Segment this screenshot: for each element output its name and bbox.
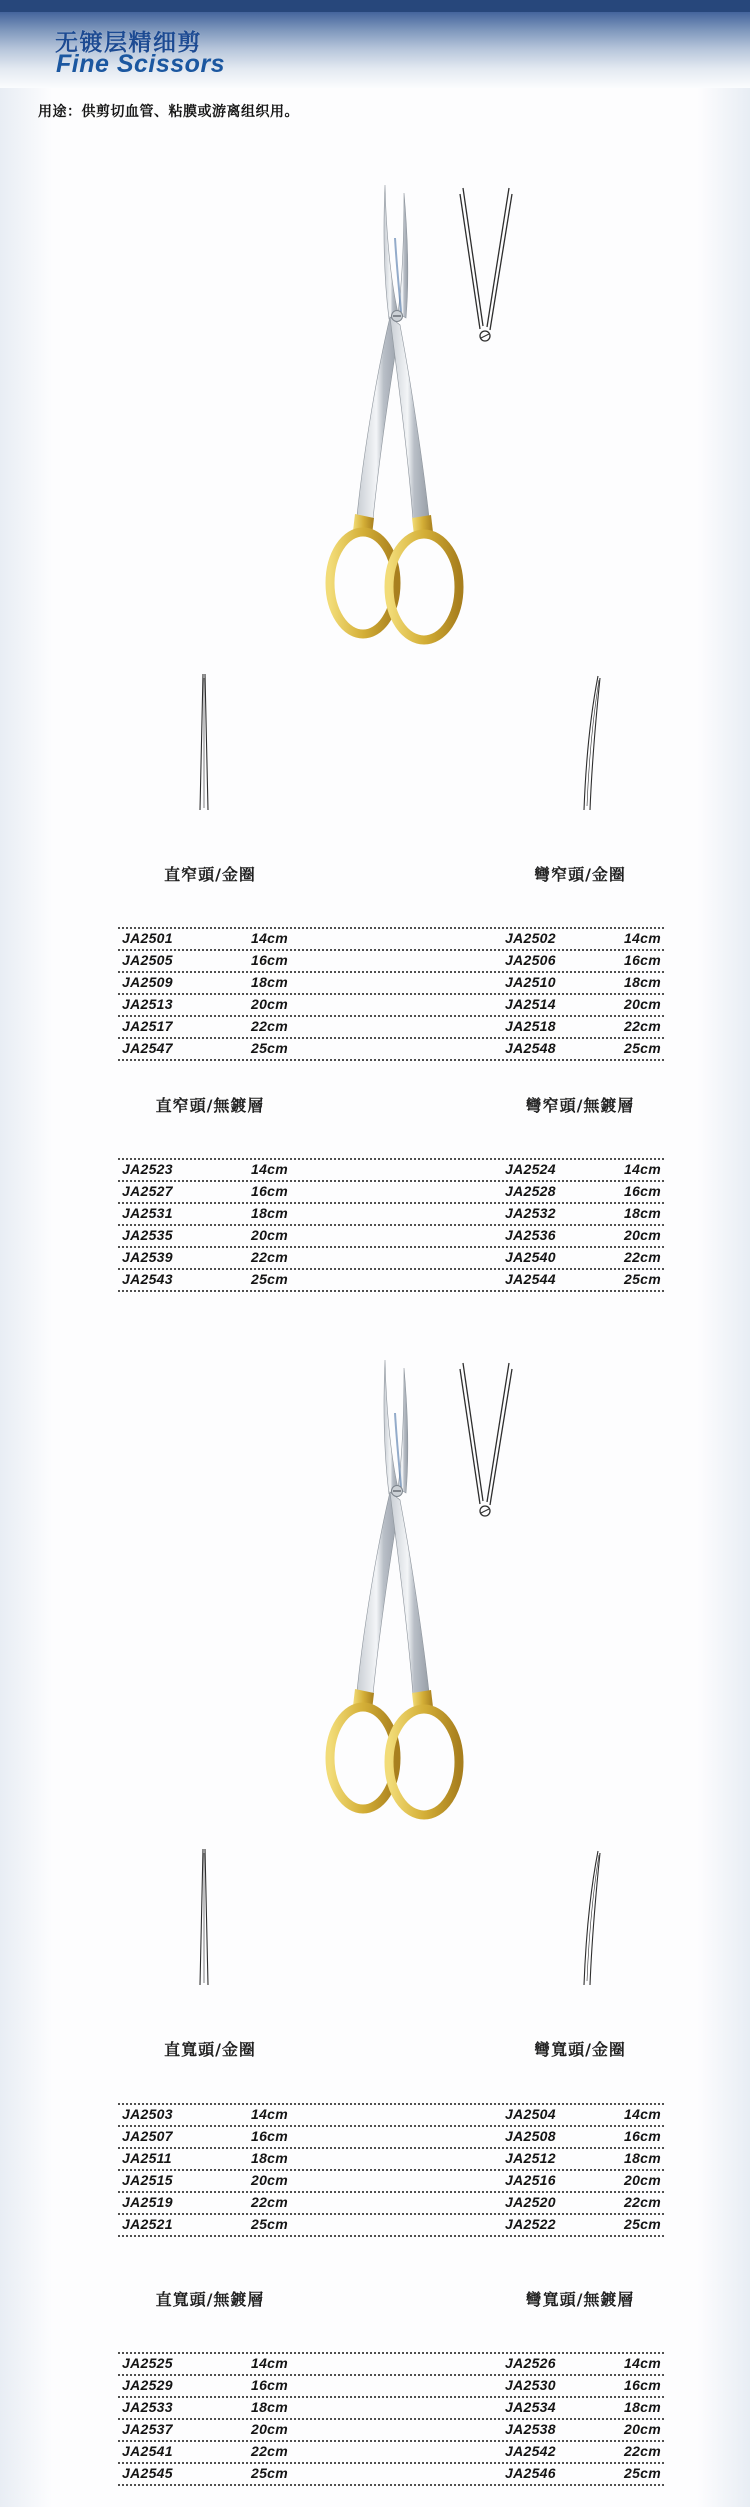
product-code: JA2507: [122, 2128, 173, 2144]
product-size: 14cm: [623, 930, 661, 946]
table-row: [118, 1202, 664, 1224]
product-code: JA2537: [122, 2421, 173, 2437]
product-size: 20cm: [250, 2172, 288, 2188]
product-size: 20cm: [250, 2421, 288, 2437]
product-code: JA2503: [122, 2106, 173, 2122]
product-size: 16cm: [250, 952, 288, 968]
product-code: JA2506: [505, 952, 556, 968]
table-caption-curved-wide-uncoated: 彎寬頭/無鍍層: [525, 2290, 635, 2309]
product-code: JA2508: [505, 2128, 556, 2144]
product-size: 20cm: [623, 2421, 661, 2437]
product-code: JA2516: [505, 2172, 556, 2188]
product-code: JA2519: [122, 2194, 173, 2210]
table-row: [118, 2125, 664, 2147]
table-row: [118, 2147, 664, 2169]
product-code: JA2543: [122, 1271, 173, 1287]
product-size: 16cm: [250, 2128, 288, 2144]
product-table-narrow-uncoated: [118, 1158, 664, 1292]
product-size: 25cm: [250, 2465, 288, 2481]
product-code: JA2546: [505, 2465, 556, 2481]
product-code: JA2539: [122, 1249, 173, 1265]
open-scissor-tips-drawing-icon: [458, 186, 514, 346]
table-row: [118, 2440, 664, 2462]
table-row: [118, 971, 664, 993]
product-size: 16cm: [623, 2128, 661, 2144]
product-code: JA2512: [505, 2150, 556, 2166]
table-row: [118, 1224, 664, 1246]
product-size: 14cm: [623, 2355, 661, 2371]
table-row: [118, 1158, 664, 1180]
product-code: JA2538: [505, 2421, 556, 2437]
table-row: [118, 949, 664, 971]
product-code: JA2502: [505, 930, 556, 946]
product-size: 18cm: [623, 2399, 661, 2415]
table-row: [118, 2462, 664, 2484]
product-size: 22cm: [623, 2194, 661, 2210]
product-code: JA2531: [122, 1205, 173, 1221]
product-size: 14cm: [250, 2106, 288, 2122]
product-size: 22cm: [623, 2443, 661, 2459]
product-table-narrow-gold: [118, 927, 664, 1061]
product-code: JA2515: [122, 2172, 173, 2188]
table-row: [118, 2169, 664, 2191]
product-code: JA2510: [505, 974, 556, 990]
curved-tip-drawing-icon: [578, 672, 602, 812]
product-size: 25cm: [623, 1040, 661, 1056]
table-row: [118, 2396, 664, 2418]
product-table-wide-gold: [118, 2103, 664, 2237]
table-row: [118, 2213, 664, 2235]
table-caption-straight-wide-gold: 直寬頭/金圈: [164, 2040, 256, 2059]
table-caption-curved-wide-gold: 彎寬頭/金圈: [534, 2040, 626, 2059]
product-size: 20cm: [623, 1227, 661, 1243]
product-size: 25cm: [623, 2465, 661, 2481]
open-scissor-tips-drawing-icon: [458, 1361, 514, 1521]
product-size: 14cm: [250, 930, 288, 946]
product-size: 18cm: [623, 1205, 661, 1221]
product-code: JA2527: [122, 1183, 173, 1199]
product-code: JA2534: [505, 2399, 556, 2415]
product-code: JA2517: [122, 1018, 173, 1034]
table-caption-curved-narrow-gold: 彎窄頭/金圈: [534, 865, 626, 884]
product-size: 22cm: [250, 1249, 288, 1265]
product-size: 18cm: [623, 2150, 661, 2166]
product-size: 20cm: [250, 1227, 288, 1243]
table-row: [118, 1037, 664, 1059]
scissors-photo: [300, 183, 470, 668]
product-size: 20cm: [250, 996, 288, 1012]
product-code: JA2504: [505, 2106, 556, 2122]
product-code: JA2514: [505, 996, 556, 1012]
table-row: [118, 2191, 664, 2213]
product-code: JA2536: [505, 1227, 556, 1243]
table-row: [118, 2103, 664, 2125]
table-row: [118, 1015, 664, 1037]
product-size: 14cm: [623, 2106, 661, 2122]
product-code: JA2542: [505, 2443, 556, 2459]
table-row: [118, 927, 664, 949]
table-caption-straight-wide-uncoated: 直寬頭/無鍍層: [155, 2290, 265, 2309]
straight-tip-drawing-icon: [192, 672, 216, 812]
product-code: JA2548: [505, 1040, 556, 1056]
banner-top-bar: [0, 0, 750, 12]
product-size: 22cm: [623, 1018, 661, 1034]
table-row: [118, 993, 664, 1015]
scissors-photo: [300, 1358, 470, 1843]
usage-description: 用途：供剪切血管、粘膜或游离组织用。: [38, 103, 299, 119]
product-size: 25cm: [250, 2216, 288, 2232]
product-code: JA2544: [505, 1271, 556, 1287]
product-code: JA2501: [122, 930, 173, 946]
product-size: 14cm: [250, 1161, 288, 1177]
product-code: JA2513: [122, 996, 173, 1012]
product-code: JA2547: [122, 1040, 173, 1056]
product-size: 16cm: [623, 1183, 661, 1199]
product-size: 18cm: [250, 2150, 288, 2166]
product-code: JA2522: [505, 2216, 556, 2232]
table-row: [118, 1246, 664, 1268]
product-size: 16cm: [623, 952, 661, 968]
table-caption-curved-narrow-uncoated: 彎窄頭/無鍍層: [525, 1096, 635, 1115]
product-code: JA2520: [505, 2194, 556, 2210]
product-code: JA2533: [122, 2399, 173, 2415]
product-size: 22cm: [250, 2443, 288, 2459]
product-code: JA2509: [122, 974, 173, 990]
product-size: 14cm: [623, 1161, 661, 1177]
product-code: JA2521: [122, 2216, 173, 2232]
product-size: 22cm: [623, 1249, 661, 1265]
table-caption-straight-narrow-uncoated: 直窄頭/無鍍層: [155, 1096, 265, 1115]
table-row: [118, 2374, 664, 2396]
product-code: JA2524: [505, 1161, 556, 1177]
table-row: [118, 2352, 664, 2374]
product-size: 16cm: [623, 2377, 661, 2393]
product-size: 14cm: [250, 2355, 288, 2371]
table-caption-straight-narrow-gold: 直窄頭/金圈: [164, 865, 256, 884]
product-size: 25cm: [623, 1271, 661, 1287]
product-size: 20cm: [623, 996, 661, 1012]
product-code: JA2518: [505, 1018, 556, 1034]
table-row: [118, 1268, 664, 1290]
product-size: 16cm: [250, 2377, 288, 2393]
product-code: JA2541: [122, 2443, 173, 2459]
product-size: 22cm: [250, 2194, 288, 2210]
product-size: 18cm: [250, 2399, 288, 2415]
product-code: JA2545: [122, 2465, 173, 2481]
product-size: 18cm: [623, 974, 661, 990]
product-size: 20cm: [623, 2172, 661, 2188]
product-code: JA2535: [122, 1227, 173, 1243]
product-code: JA2511: [122, 2150, 172, 2166]
product-size: 25cm: [623, 2216, 661, 2232]
product-size: 22cm: [250, 1018, 288, 1034]
product-size: 25cm: [250, 1271, 288, 1287]
product-code: JA2523: [122, 1161, 173, 1177]
product-code: JA2540: [505, 1249, 556, 1265]
product-size: 18cm: [250, 1205, 288, 1221]
product-code: JA2505: [122, 952, 173, 968]
product-code: JA2526: [505, 2355, 556, 2371]
product-code: JA2528: [505, 1183, 556, 1199]
product-size: 18cm: [250, 974, 288, 990]
table-row: [118, 2418, 664, 2440]
product-table-wide-uncoated: [118, 2352, 664, 2486]
product-code: JA2530: [505, 2377, 556, 2393]
product-code: JA2529: [122, 2377, 173, 2393]
table-row: [118, 1180, 664, 1202]
straight-tip-drawing-icon: [192, 1847, 216, 1987]
product-size: 16cm: [250, 1183, 288, 1199]
curved-tip-drawing-icon: [578, 1847, 602, 1987]
product-size: 25cm: [250, 1040, 288, 1056]
page-title-chinese: 无镀层精细剪: [55, 29, 202, 55]
product-code: JA2532: [505, 1205, 556, 1221]
page-title-english: Fine Scissors: [56, 50, 226, 78]
product-code: JA2525: [122, 2355, 173, 2371]
